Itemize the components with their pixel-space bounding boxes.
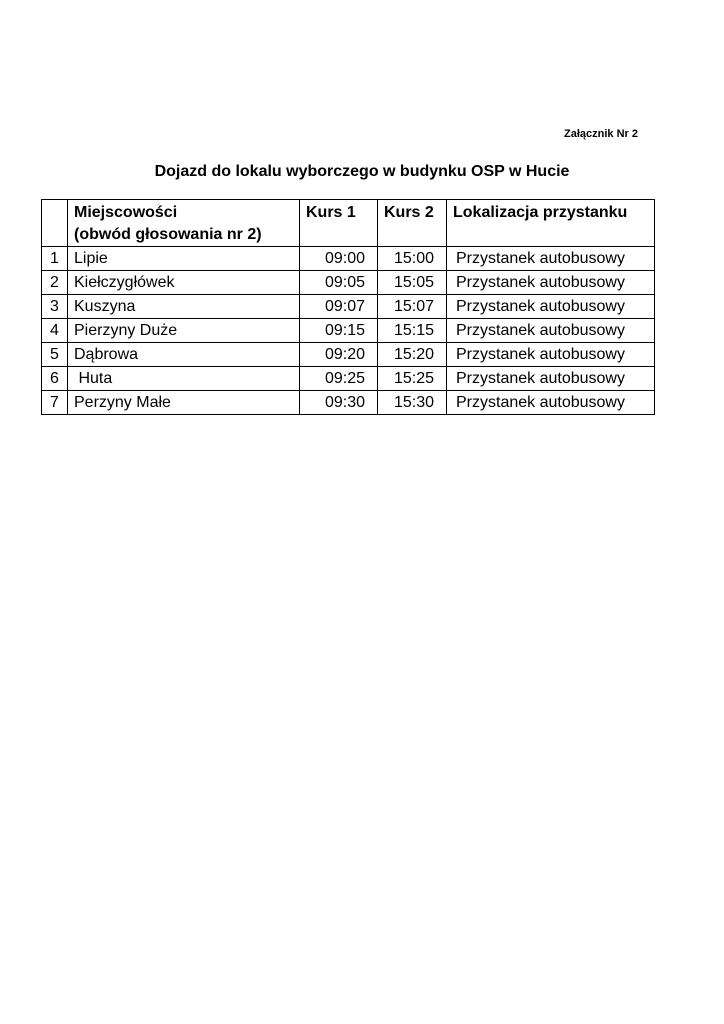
row-stop: Przystanek autobusowy <box>447 391 655 415</box>
table-row <box>42 295 655 319</box>
row-course1: 09:15 <box>300 319 378 343</box>
row-course1: 09:30 <box>300 391 378 415</box>
table-row <box>42 367 655 391</box>
row-course2: 15:00 <box>378 247 447 271</box>
row-course1: 09:25 <box>300 367 378 391</box>
row-course2: 15:30 <box>378 391 447 415</box>
row-stop: Przystanek autobusowy <box>447 367 655 391</box>
row-course1: 09:07 <box>300 295 378 319</box>
table-row <box>42 271 655 295</box>
table-row <box>42 343 655 367</box>
row-number: 1 <box>42 247 68 271</box>
table-row <box>42 391 655 415</box>
row-number: 5 <box>42 343 68 367</box>
table-row <box>42 247 655 271</box>
row-number: 2 <box>42 271 68 295</box>
row-stop: Przystanek autobusowy <box>447 247 655 271</box>
row-locality: Kuszyna <box>68 295 300 319</box>
row-number: 3 <box>42 295 68 319</box>
row-number: 4 <box>42 319 68 343</box>
row-course2: 15:05 <box>378 271 447 295</box>
row-course2: 15:15 <box>378 319 447 343</box>
header-course1: Kurs 1 <box>300 200 378 247</box>
row-course1: 09:05 <box>300 271 378 295</box>
row-stop: Przystanek autobusowy <box>447 271 655 295</box>
header-locality <box>68 200 300 247</box>
row-locality: Lipie <box>68 247 300 271</box>
header-locality-line1: Miejscowości <box>74 204 178 221</box>
row-stop: Przystanek autobusowy <box>447 319 655 343</box>
row-course1: 09:00 <box>300 247 378 271</box>
header-course2: Kurs 2 <box>378 200 447 247</box>
row-number: 7 <box>42 391 68 415</box>
header-stop-location: Lokalizacja przystanku <box>447 200 655 247</box>
header-number <box>42 200 68 247</box>
header-locality-line2: (obwód głosowania nr 2) <box>74 226 262 243</box>
row-locality: Kiełczygłówek <box>68 271 300 295</box>
row-locality: Pierzyny Duże <box>68 319 300 343</box>
row-number: 6 <box>42 367 68 391</box>
annex-label: Załącznik Nr 2 <box>564 128 638 140</box>
row-stop: Przystanek autobusowy <box>447 295 655 319</box>
row-course2: 15:07 <box>378 295 447 319</box>
row-course2: 15:25 <box>378 367 447 391</box>
row-stop: Przystanek autobusowy <box>447 343 655 367</box>
row-locality: Dąbrowa <box>68 343 300 367</box>
table-header-row <box>42 200 655 247</box>
row-course1: 09:20 <box>300 343 378 367</box>
row-locality: Perzyny Małe <box>68 391 300 415</box>
row-locality: Huta <box>68 367 300 391</box>
row-course2: 15:20 <box>378 343 447 367</box>
table-row <box>42 319 655 343</box>
bus-schedule-table <box>41 199 655 415</box>
document-title: Dojazd do lokalu wyborczego w budynku OSP w Hucie <box>154 163 570 180</box>
